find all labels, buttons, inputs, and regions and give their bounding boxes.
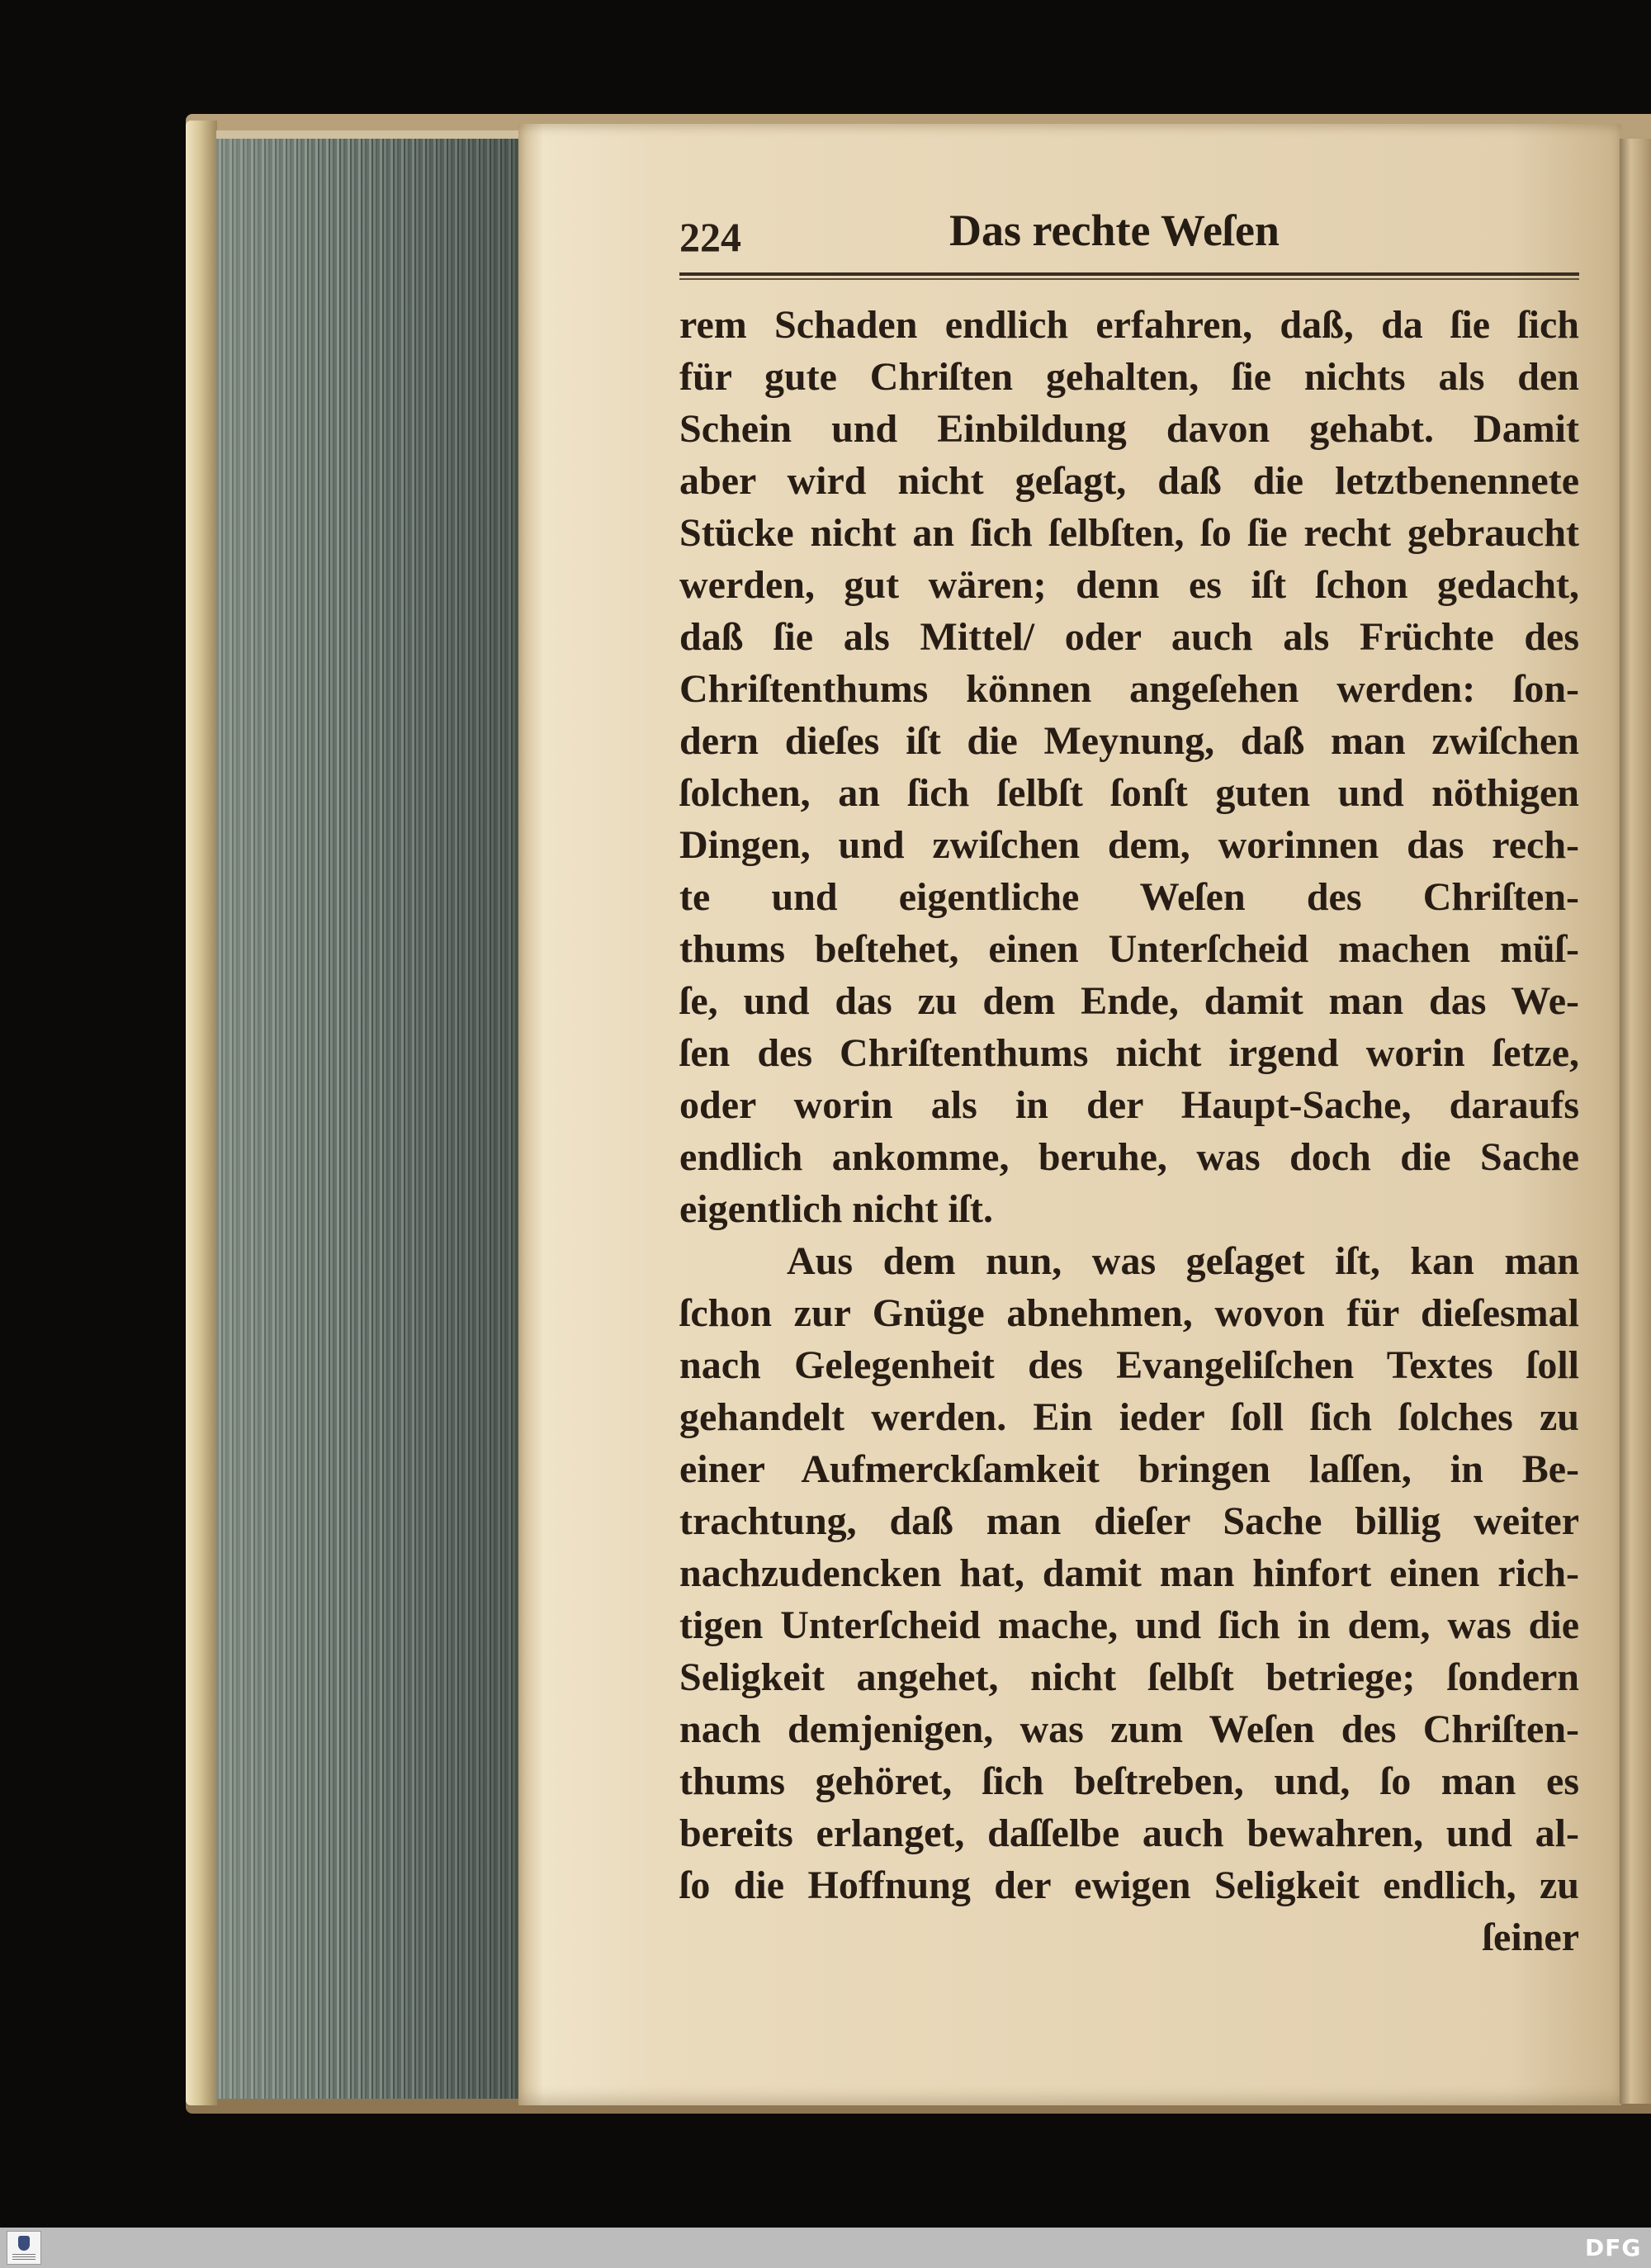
text-line: nach Gelegenheit des Evangeliſchen Textes ſoll [679, 1343, 1579, 1387]
text-line: rem Schaden endlich erfahren, daß, da ſie ſich [679, 303, 1579, 347]
text-line: dern dieſes iſt die Meynung, daß man zwiſchen [679, 719, 1579, 763]
text-line: ſchon zur Gnüge abnehmen, wovon für dieſesmal [679, 1291, 1579, 1335]
catchword: ſeiner [1482, 1915, 1579, 1959]
text-line: nachzudencken hat, damit man hinfort einen rich- [679, 1551, 1579, 1595]
text-line: trachtung, daß man dieſer Sache billig weiter [679, 1499, 1579, 1543]
text-line: aber wird nicht geſagt, daß die letztbenennete [679, 459, 1579, 503]
text-line: eigentlich nicht iſt. [679, 1187, 993, 1231]
text-line: gehandelt werden. Ein ieder ſoll ſich ſolches zu [679, 1395, 1579, 1439]
text-line: Seligkeit angehet, nicht ſelbſt betriege; ſondern [679, 1655, 1579, 1699]
text-line: ſo die Hoffnung der ewigen Seligkeit endlich, zu [679, 1863, 1579, 1907]
text-line: Dingen, und zwiſchen dem, worinnen das rech- [679, 823, 1579, 867]
text-line: nach demjenigen, was zum Weſen des Chriſten- [679, 1707, 1579, 1751]
text-line: oder worin als in der Haupt-Sache, daraufs [679, 1083, 1579, 1127]
text-line: ſen des Chriſtenthums nicht irgend worin ſetze, [679, 1031, 1579, 1075]
text-line: daß ſie als Mittel/ oder auch als Früchte des [679, 615, 1579, 659]
text-line: Stücke nicht an ſich ſelbſten, ſo ſie recht gebraucht [679, 511, 1579, 555]
text-line: thums gehöret, ſich beſtreben, und, ſo man es [679, 1759, 1579, 1803]
text-line: tigen Unterſcheid mache, und ſich in dem, was die [679, 1603, 1579, 1647]
text-line: Chriſtenthums können angeſehen werden: ſon- [679, 667, 1579, 711]
library-wordmark-icon [12, 2254, 35, 2261]
library-emblem-icon [18, 2236, 30, 2251]
text-line: werden, gut wären; denn es iſt ſchon gedacht, [679, 563, 1579, 607]
header-rule [679, 272, 1579, 280]
page-edges [216, 130, 522, 2099]
text-line: einer Aufmerckſamkeit bringen laſſen, in Be- [679, 1447, 1579, 1491]
dfg-logo: DFG [1585, 2234, 1642, 2261]
footer-bar [0, 2228, 1651, 2268]
text-line: bereits erlanget, daſſelbe auch bewahren, und al- [679, 1811, 1579, 1855]
text-line: ſe, und das zu dem Ende, damit man das We- [679, 979, 1579, 1023]
next-page-edge [1620, 139, 1651, 2104]
text-line: thums beſtehet, einen Unterſcheid machen müſ- [679, 927, 1579, 971]
library-logo [7, 2231, 41, 2265]
running-title: Das rechte Weſen [949, 206, 1280, 255]
text-line: Schein und Einbildung davon gehabt. Damit [679, 407, 1579, 451]
text-line: ſolchen, an ſich ſelbſt ſonſt guten und nöthigen [679, 771, 1579, 815]
cover-edge [186, 121, 217, 2105]
text-body [679, 299, 1579, 1963]
text-line: te und eigentliche Weſen des Chriſten- [679, 875, 1579, 919]
page-number: 224 [679, 214, 741, 260]
text-line: Aus dem nun, was geſaget iſt, kan man [787, 1239, 1579, 1283]
text-line: endlich ankomme, beruhe, was doch die Sache [679, 1135, 1579, 1179]
text-line: für gute Chriſten gehalten, ſie nichts als den [679, 355, 1579, 399]
